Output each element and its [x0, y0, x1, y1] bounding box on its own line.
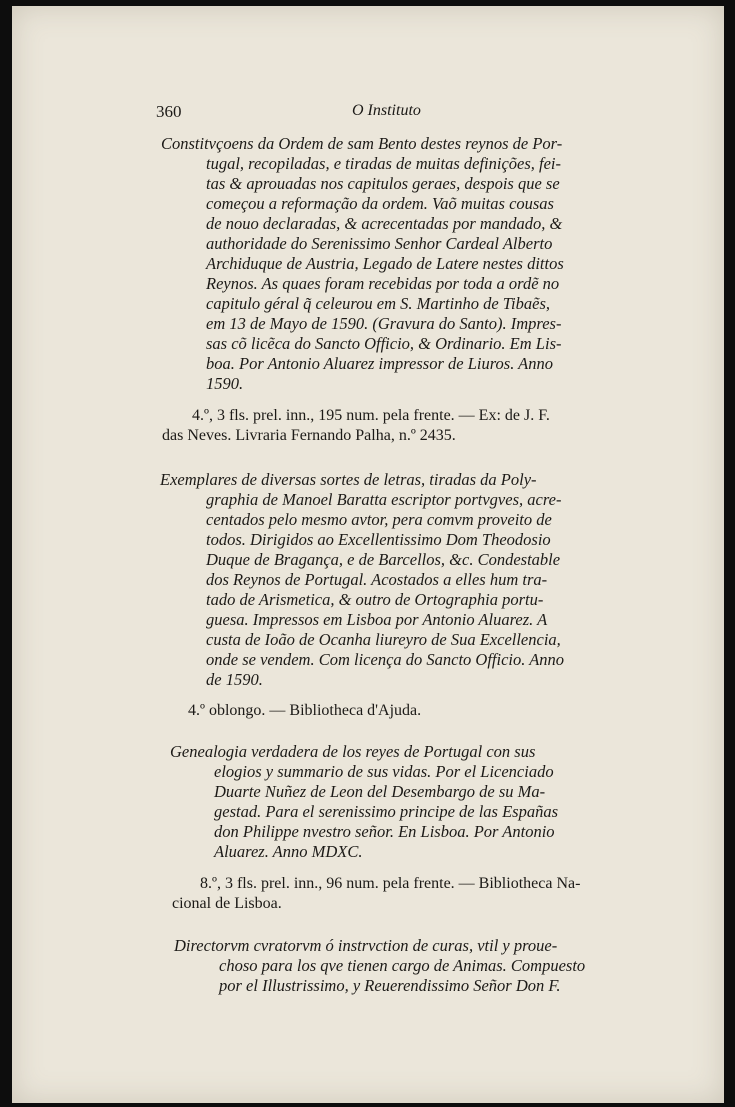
entry-title-line: elogios y summario de sus vidas. Por el Licenciado: [214, 762, 554, 781]
entry-title-line: gestad. Para el serenissimo principe de las Españas: [214, 802, 559, 821]
entry-title-line: choso para los qve tienen cargo de Animas. Compuesto: [219, 956, 586, 975]
book-page: [12, 6, 724, 1103]
entry-title-line: começou a reformação da ordem. Vaõ muitas cousas: [206, 194, 554, 213]
entry-title-line: Exemplares de diversas sortes de letras, tiradas da Poly-: [160, 470, 537, 489]
entry-title-line: authoridade do Serenissimo Senhor Cardeal Alberto: [206, 234, 553, 253]
entry-title-line: capitulo géral q̃ celeurou em S. Martinho de Tibaẽs,: [206, 294, 551, 313]
entry-title-line: don Philippe nvestro señor. En Lisboa. Por Antonio: [214, 822, 555, 841]
entry-title-line: tugal, recopiladas, e tiradas de muitas definições, fei-: [206, 154, 562, 173]
entry-title-line: Genealogia verdadera de los reyes de Portugal con sus: [170, 742, 536, 761]
entry-title-line: guesa. Impressos em Lisboa por Antonio Aluarez. A: [206, 610, 548, 629]
entry-title-line: boa. Por Antonio Aluarez impressor de Liuros. Anno: [206, 354, 553, 373]
page-header: [12, 102, 724, 126]
entry-title-line: Directorvm cvratorvm ó instrvction de curas, vtil y proue-: [174, 936, 558, 955]
entry-title-line: tas & aprouadas nos capitulos geraes, despois que se: [206, 174, 560, 193]
entry-title-line: em 13 de Mayo de 1590. (Gravura do Santo). Impres-: [206, 314, 562, 333]
entry-note-line: 4.º oblongo. — Bibliotheca d'Ajuda.: [188, 702, 422, 719]
entry-title-line: centados pelo mesmo avtor, pera comvm proveito de: [206, 510, 552, 529]
entry-title-line: Constitvçoens da Ordem de sam Bento destes reynos de Por-: [161, 134, 563, 153]
page-number: 360: [156, 102, 182, 121]
entry-title-line: tado de Arismetica, & outro de Ortographia portu-: [206, 590, 544, 609]
entry-title-line: Duarte Nuñez de Leon del Desembargo de su Ma-: [214, 782, 546, 801]
entry-title-line: Archiduque de Austria, Legado de Latere nestes dittos: [206, 254, 564, 273]
entry-title-line: de nouo declaradas, & acrecentadas por mandado, &: [206, 214, 563, 233]
entry-title-line: onde se vendem. Com licença do Sancto Officio. Anno: [206, 650, 565, 669]
entry-title-line: Aluarez. Anno MDXC.: [214, 842, 363, 861]
entry-title-line: 1590.: [206, 374, 244, 393]
entry-title-line: Duque de Bragança, e de Barcellos, &c. Condestable: [206, 550, 561, 569]
entry-note-line: cional de Lisboa.: [172, 895, 282, 912]
entry-title-line: dos Reynos de Portugal. Acostados a elles hum tra-: [206, 570, 548, 589]
entry-title-line: graphia de Manoel Baratta escriptor portvgves, acre-: [206, 490, 562, 509]
entry-note-line: das Neves. Livraria Fernando Palha, n.º 2435.: [162, 427, 456, 444]
entry-note-line: 4.º, 3 fls. prel. inn., 195 num. pela frente. — Ex: de J. F.: [192, 407, 550, 424]
running-title: O Instituto: [352, 102, 421, 119]
entry-title-line: por el Illustrissimo, y Reuerendissimo Señor Don F.: [219, 976, 561, 995]
entry-note-line: 8.º, 3 fls. prel. inn., 96 num. pela frente. — Bibliotheca Na-: [200, 875, 581, 892]
entry-title-line: de 1590.: [206, 670, 263, 689]
entry-title-line: sas cõ licẽca do Sancto Officio, & Ordinario. Em Lis-: [206, 334, 562, 353]
entry-title-line: Reynos. As quaes foram recebidas por toda a ordẽ no: [206, 274, 560, 293]
entry-title-line: todos. Dirigidos ao Excellentissimo Dom Theodosio: [206, 530, 551, 549]
entry-title-line: custa de Ioão de Ocanha liureyro de Sua Excellencia,: [206, 630, 561, 649]
